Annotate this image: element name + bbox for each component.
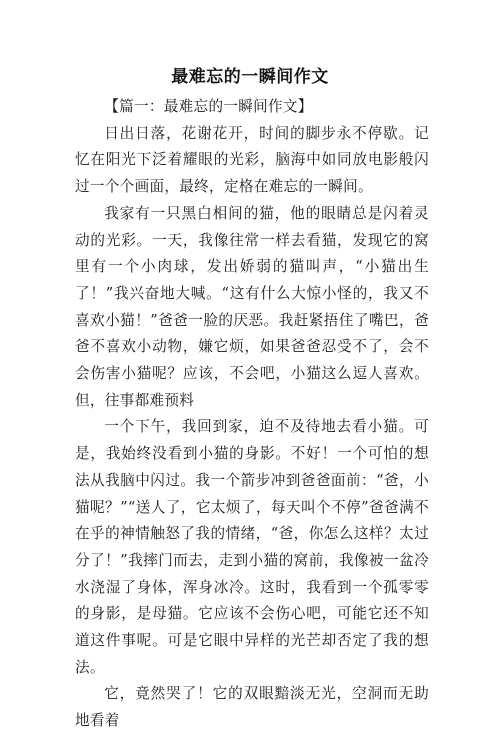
paragraph-4: 它，竟然哭了！它的双眼黯淡无光，空洞而无助地看着 xyxy=(75,685,429,730)
paragraph-1: 日出日落，花谢花开，时间的脚步永不停歇。记忆在阳光下泛着耀眼的光彩，脑海中如同放电影般闪过一个个画面，最终，定格在难忘的一瞬间。 xyxy=(75,124,429,196)
document-body xyxy=(75,94,429,735)
paragraph-2: 我家有一只黑白相间的猫，他的眼睛总是闪着灵动的光彩。一天，我像往常一样去看猫，发现它的窝里有一个小肉球，发出娇弱的猫叫声，“小猫出生了！”我兴奋地大喊。“这有什么大惊小怪的，我又不喜欢小猫！”爸爸一脸的厌恶。我赶紧捂住了嘴巴，爸爸不喜欢小动物，嫌它烦，如果爸爸忍受不了，会不会伤害小猫呢？应该，不会吧，小猫这么逗人喜欢。但，往事都难预料 xyxy=(75,204,429,409)
document-title: 最难忘的一瞬间作文 xyxy=(171,67,329,87)
paragraph-3: 一个下午，我回到家，迫不及待地去看小猫。可是，我始终没看到小猫的身影。不好！一个可怕的想法从我脑中闪过。我一个箭步冲到爸爸面前：“爸，小猫呢？”“送人了，它太烦了，每天叫个不停”爸爸满不在乎的神情触怒了我的情绪，“爸，你怎么这样？太过分了！”我摔门而去，走到小猫的窝前，我像被一盆冷水浇湿了身体，浑身冰冷。这时，我看到一个孤零零的身影，是母猫。它应该不会伤心吧，可能它还不知道这件事呢。可是它眼中异样的光芒却否定了我的想法。 xyxy=(75,418,429,676)
section-label: 【篇一：最难忘的一瞬间作文】 xyxy=(104,98,313,115)
